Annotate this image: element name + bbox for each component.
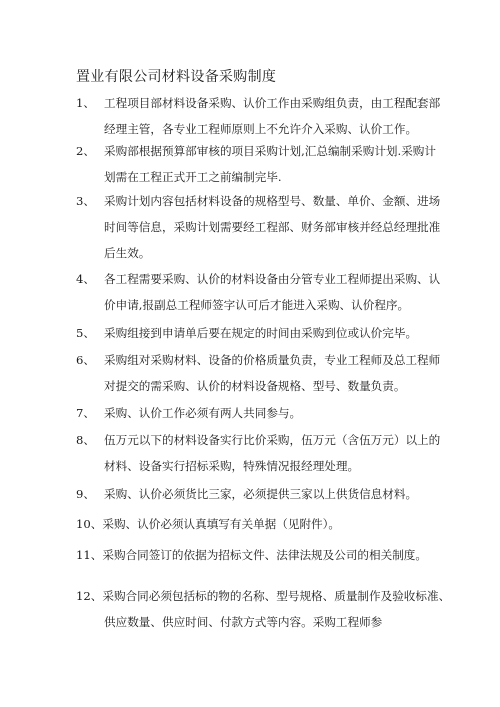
item-number: 2、 — [76, 144, 95, 158]
item-text-line: 采购计划内容包括材料设备的规格型号、数量、单价、金额、进场 — [104, 194, 441, 208]
item-text: 采购合同签订的依据为招标文件、法律法规及公司的相关制度。 — [102, 548, 427, 562]
item-text-line: 采购、认价必须货比三家，必须提供三家以上供货信息材料。 — [104, 487, 418, 501]
item-text-line: 经理主管，各专业工程师原则上不允许介入采购、认价工作。 — [104, 122, 418, 136]
item-text-line: 采购、认价工作必须有两人共同参与。 — [104, 406, 302, 420]
item-text-line: 各工程需要采购、认价的材料设备由分管专业工程师提出采购、认 — [104, 272, 441, 286]
item-number: 10、 — [76, 517, 103, 531]
item-text: 采购、认价必须认真填写有关单据（见附件）。 — [102, 517, 341, 531]
item-text-line: 工程项目部材料设备采购、认价工作由采购组负责，由工程配套部 — [104, 96, 441, 110]
item-text-line: 采购组接到申请单后要在规定的时间由采购到位或认价完毕。 — [104, 326, 418, 340]
item-text-line: 后生效。 — [104, 246, 151, 260]
item-number: 5、 — [76, 326, 95, 340]
item-text-line — [76, 588, 450, 604]
item-text-line — [76, 516, 340, 532]
item-number: 3、 — [76, 194, 95, 208]
item-text-line: 对提交的需采购、认价的材料设备规格、型号、数量负责。 — [104, 379, 406, 393]
item-number: 6、 — [76, 353, 95, 367]
item-text-line — [76, 547, 427, 563]
item-text-line: 采购组对采购材料、设备的价格质量负责，专业工程师及总工程师 — [104, 353, 441, 367]
item-text-line: 时间等信息，采购计划需要经工程部、财务部审核并经总经理批准 — [104, 220, 441, 234]
document-title: 置业有限公司材料设备采购制度 — [76, 69, 277, 85]
item-number: 4、 — [76, 272, 95, 286]
item-text: 采购合同必须包括标的物的名称、型号规格、质量制作及验收标准、 — [102, 589, 451, 603]
item-number: 9、 — [76, 487, 95, 501]
item-text-line: 供应数量、供应时间、付款方式等内容。采购工程师参 — [104, 615, 383, 629]
item-text-line: 材料、设备实行招标采购，特殊情况报经理处理。 — [104, 459, 360, 473]
item-text-line: 伍万元以下的材料设备实行比价采购，伍万元（含伍万元）以上的 — [104, 433, 441, 447]
item-text-line: 划需在工程正式开工之前编制完毕. — [104, 170, 282, 184]
item-number: 12、 — [76, 589, 103, 603]
item-number: 7、 — [76, 406, 95, 420]
item-number: 8、 — [76, 433, 95, 447]
item-text-line: 价申请,报副总工程师签字认可后才能进入采购、认价程序。 — [104, 298, 410, 312]
item-number: 11、 — [76, 548, 103, 562]
item-text-line: 采购部根据预算部审核的项目采购计划,汇总编制采购计划.采购计 — [104, 144, 436, 158]
item-number: 1、 — [76, 96, 95, 110]
